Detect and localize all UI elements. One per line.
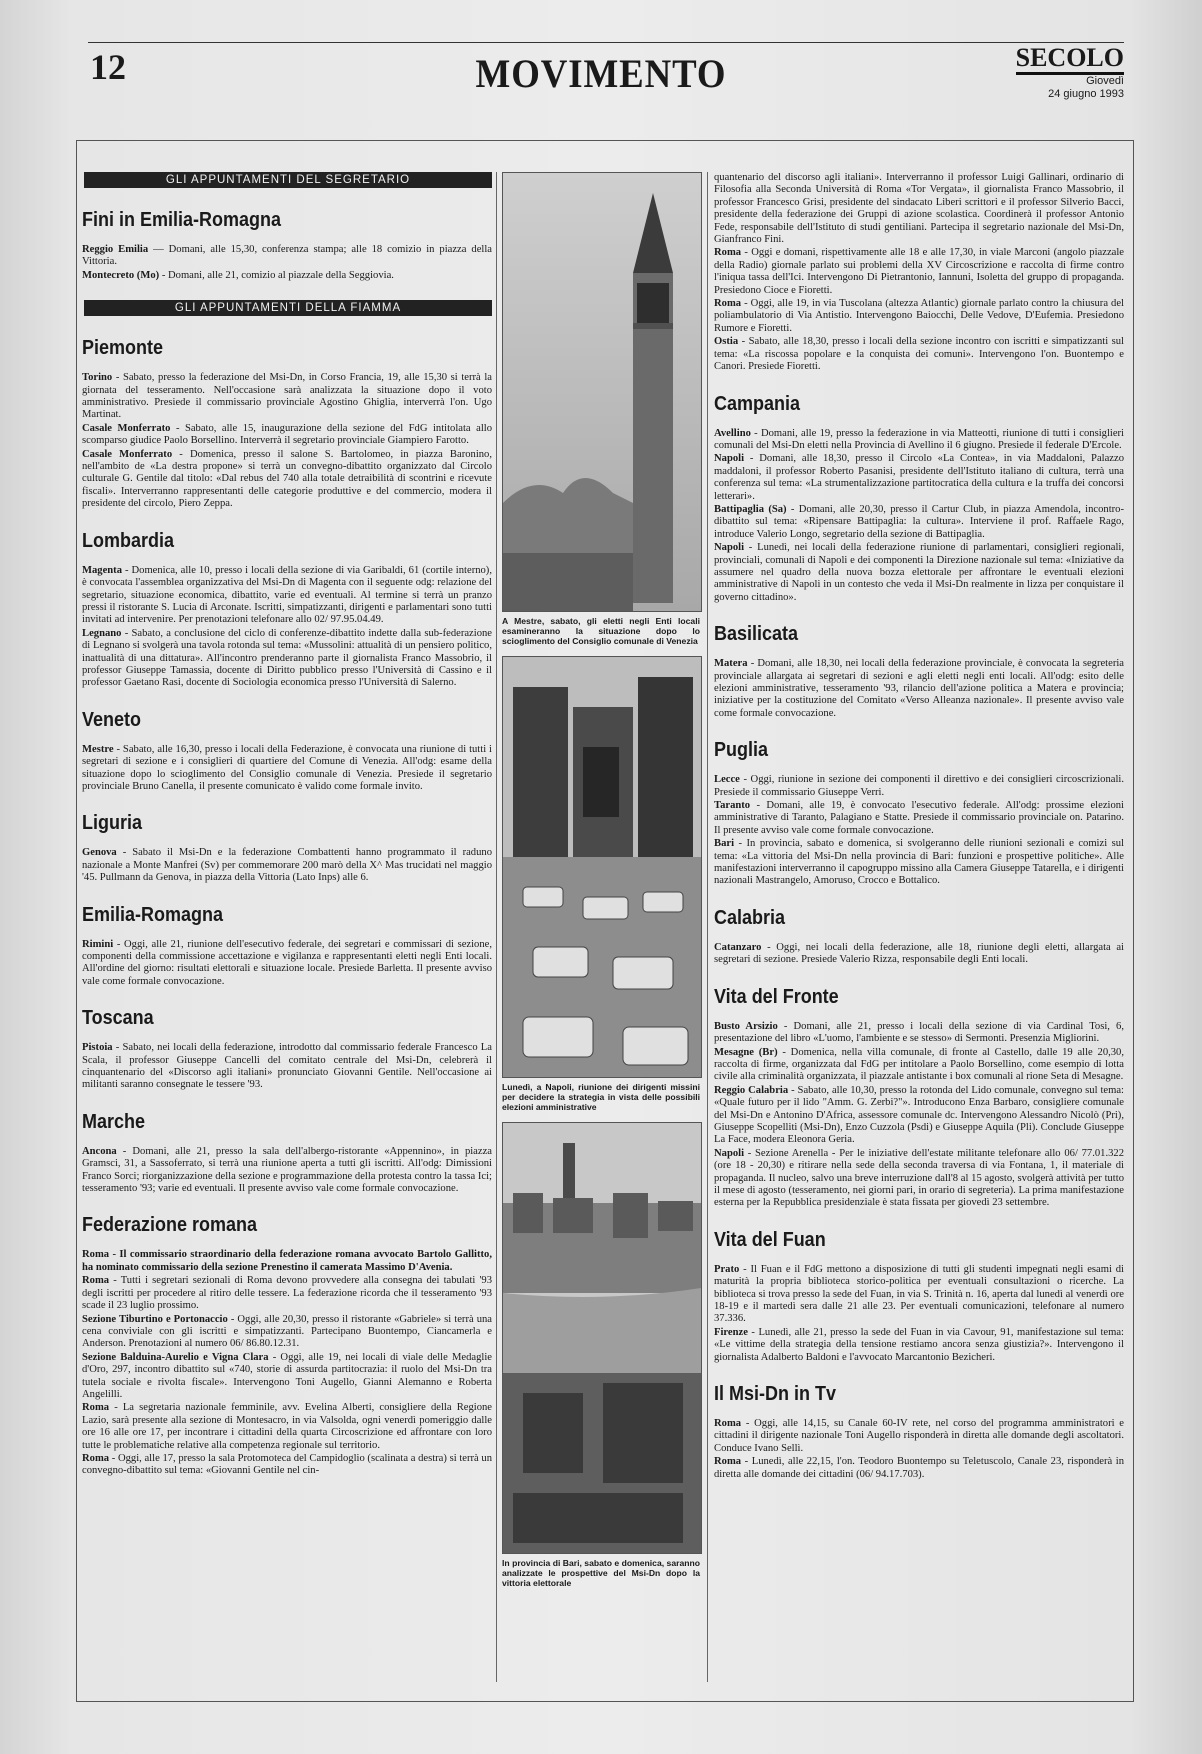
notice-paragraph [82,372,492,422]
section-block [82,208,492,282]
notice-location: Montecreto (Mo) [82,269,160,281]
notice-text: - Sabato, alle 16,30, presso i locali della Federazione, è convocata una riunione di tutti i segretari di sezione e i consiglieri di quartiere del Comune di Venezia. All'odg: esame della situazione dopo lo scioglimento del Consiglio comunale di Venezia. Presiede il segretario provinciale Bruno Canella, il presente comunicato è valido come formale invito. [82,743,492,792]
notice-paragraph [714,428,1124,453]
notice-location: Roma [714,247,742,259]
notice-location: Roma [714,298,742,310]
section-block [82,1006,492,1092]
column-photos [502,172,700,1598]
notice-paragraph [714,658,1124,720]
notice-text: - Sabato, presso la federazione del Msi-Dn, in Corso Francia, 19, alle 15,30 si terrà la giornata del tesseramento. Nell'occasione sarà analizzata la situazione dopo il voto amministrativo. Presiede il commissario provinciale Agostino Ghiglia, interverrà l'on. Ugo Martinat. [82,372,492,421]
section-block [714,172,1124,374]
notice-paragraph [82,449,492,511]
notice-location: Pistoia [82,1042,113,1054]
notice-text: - Domenica, nella villa comunale, di fronte al Castello, dalle 19 alle 20,30, raccolta di firme, organizzata dal FdG per intitolare a Paolo Borsellino, come esempio di lotta civile alla criminalità organizzata, il piazzale antistante i box comunali al rione Seta di Mesagne. [714,1046,1125,1083]
notice-paragraph [82,1402,492,1452]
masthead-name: SECOLO [1016,44,1124,75]
notice-paragraph [82,939,492,989]
notice-text: - Sezione Arenella - Per le iniziative dell'estate militante telefonare allo 06/ 77.01.322 (ore 18 - 20,30) e ritirare nella sede della seconda traversa di via Fontana, 1, il materiale di propaganda. Il nucleo, salvo una breve interruzione dall'8 al 15 agosto, svolgerà attività per tutto il mese di agosto (tesseramento, nei giorni pari, in orario di segreteria). La prima manifestazione esterna per la Repubblica presidenziale è stata fissata per giovedì 23 settembre. [714,1147,1124,1209]
notice-location: Roma [82,1402,110,1414]
photo-caption: In provincia di Bari, sabato e domenica, saranno analizzate le prospettive del Msi-Dn dopo la vittoria elettorale [502,1558,700,1588]
notice-location: Reggio Calabria [714,1084,789,1096]
notice-paragraph [714,1047,1124,1084]
column-rule [707,172,708,1682]
notice-text: - Domenica, presso il salone S. Bartolomeo, in piazza Baronino, nell'ambito de «La destra propone» si terrà un convegno-dibattito organizzato dal Circolo culturale G. Gentile dal titolo: «Dal rebus del 740 alla totale detraibilità di scontrini e ricevute fiscali». Interverranno rappresentanti delle categorie produttive e del commercio, modera il presidente del circolo, Piero Zeppa. [82,448,493,510]
notice-paragraph [714,298,1124,335]
photo-venice-image [503,173,701,611]
section-block [714,738,1124,888]
notice-location: Casale Monferrato [82,448,173,460]
masthead-date: 24 giugno 1993 [1048,88,1124,100]
notice-location: Roma [82,1275,110,1287]
notice-paragraph [82,1042,492,1092]
notice-location: Reggio Emilia [82,244,149,255]
notice-location: Sezione Balduina-Aurelio e Vigna Clara [82,1351,269,1363]
notice-location: Ostia [714,336,739,348]
notice-text: - Sabato, alle 10,30, presso la rotonda del Lido comunale, convegno sul tema: «Quale futuro per il lido "Amm. G. Zerbi?"». Introducono Enza Barbaro, consigliere comunale del Msi-Dn e Antonino D'Africa, assessore comunale dc. Intervengono Alessandro Nicolò (Pri), Giuseppe Scopelliti (Msi-Dn), Enzo Cuzzola (Psdi) e Giuseppe Aquila (Pli). Conclude Giuseppe La Face, modera Eleonora Geria. [714,1084,1125,1146]
notice-paragraph [714,1418,1124,1455]
notice-paragraph [714,172,1124,246]
section-block [714,1382,1124,1481]
section-heading: Veneto [82,708,142,731]
notice-location: Sezione Tiburtino e Portonaccio [82,1313,228,1325]
notice-text: - Oggi, alle 21, riunione dell'esecutivo federale, dei segretari e commissari di sezione, componenti della commissione accettazione e vigilanza e rappresentanti eletti negli Enti locali. All'ordine del giorno: risultati elettorali e situazione locale. Presiede Barletta. Il presente avviso vale come formale convocazione. [82,938,492,987]
notice-text: - Domani, alle 21, comizio al piazzale della Seggiovia. [159,269,394,281]
section-block [714,985,1124,1210]
notice-paragraph [82,270,492,282]
section-heading: Basilicata [714,623,799,646]
section-heading: Marche [82,1110,146,1133]
section-heading: Il Msi-Dn in Tv [714,1383,837,1406]
section-block [82,1110,492,1196]
notice-paragraph [82,1453,492,1478]
notice-paragraph [714,942,1124,967]
notice-paragraph [82,744,492,794]
section-heading: Toscana [82,1007,154,1030]
notice-text: - Il Fuan e il FdG mettono a disposizione di tutti gli studenti impegnati negli esami di maturità la propria biblioteca storico-politica per eventuali consultazioni o ricerche. La biblioteca si trova presso la sede del Fuan, in via S. Trinità n. 16, aperta dal lunedì al venerdì ore 18-19 e il martedì sera dalle 21 alle 23. Per eventuali comunicazioni, telefonare al numero 37.336. [714,1263,1124,1325]
notice-text: - Domani, alle 19, presso la federazione in via Matteotti, riunione di tutti i consiglieri comunali del Msi-Dn eletti nella Provincia di Avellino il 6 giugno. Presiede il federale D'Ercole. [714,427,1124,451]
banner-fiamma: GLI APPUNTAMENTI DELLA FIAMMA [84,300,492,316]
section-block [82,811,492,884]
notice-paragraph [82,565,492,627]
section-heading: Vita del Fuan [714,1228,826,1251]
notice-text: - Lunedì, alle 21, presso la sede del Fuan in via Cavour, 91, manifestazione sul tema: «Le vittime della strategia della tensione restiamo ancora senza giustizia?». Intervengono il giornalista Adalberto Baldoni e l'avvocato Marcantonio Bezicheri. [714,1326,1124,1363]
photo-caption: Lunedì, a Napoli, riunione dei dirigenti missini per decidere la strategia in vista delle possibili elezioni amministrative [502,1082,700,1112]
notice-paragraph [82,628,492,690]
section-heading: Liguria [82,812,143,835]
notice-text: - Oggi, alle 20,30, presso il ristorante «Gabriele» si terrà una cena conviviale con gli iscritti e simpatizzanti. Partecipano Buontempo, Ciancamerla e Anderson. Prenotazioni al numero 06/ 86.80.12.31. [82,1313,492,1350]
section-title: MOVIMENTO [475,51,727,96]
notice-text: - Domani, alle 18,30, presso il Circolo «La Contea», in via Maddaloni, Palazzo maddaloni, il professor Roberto Pasanisi, presidente dell'Istituto italiano di cultura, terrà una conferenza sul tema: «La strumentalizzazione partitocratica della cultura e la truffa dei concorsi letterari». [714,453,1124,502]
notice-location: Ancona [82,1145,117,1157]
notice-paragraph [82,1249,492,1274]
notice-text: quantenario del discorso agli italiani». Interverranno il professor Luigi Gallinari, ordinario di Filosofia alla Seconda Università di Roma «Tor Vergata», il giornalista Franco Massobrio, il professor Francesco Grisi, presidente del sindacato Liberi scrittori e il professor Silverio Bacci, presidente della federazione dei Gruppi di azione scolastica. Coordinerà il professor Antonio Fede, responsabile dell'Istituto di studi gentiliani. Partecipa il segretario nazionale del Msi-Dn, Gianfranco Fini. [714,172,1124,246]
notice-text: - Domani, alle 18,30, nei locali della federazione provinciale, è convocata la segreteria provinciale allargata ai segretari di sezioni e agli eletti negli enti locali. All'odg: esito delle elezioni amministrative, tesseramento '93, rilancio dell'azione politica a Matera e provincia; iniziative per la costituzione del Comitato «Verso Alleanza nazionale». Il presente avviso vale come formale convocazione. [714,658,1124,719]
notice-location: Torino [82,372,113,384]
header-rule [88,42,1124,43]
notice-location: Matera [714,658,748,670]
notice-text: - Domani, alle 19, è convocato l'esecutivo federale. All'odg: prossime elezioni amministrative di Taranto, Palagiano e Statte. Presiede il commissario provinciale on. Patarino. Il presente avviso vale come formale convocazione. [714,800,1124,836]
photo-bari-image [503,1123,701,1553]
notice-text: - Oggi e domani, rispettivamente alle 18 e alle 17,30, in viale Marconi (angolo piazzale della Radio) giornale parlato sui problemi della XV Circoscrizione e raccolta di firme contro l'iniqua tassa dell'Ici. Intervengono Di Pietrantonio, Iannuni, Isoletta del gruppo di propaganda. Presiedono Cioce e Fioretti. [714,247,1124,296]
notice-paragraph [82,1314,492,1351]
photo-naples [502,656,702,1078]
notice-paragraph [714,453,1124,503]
notice-location: Avellino [714,427,751,439]
page-number: 12 [90,47,126,87]
notice-paragraph [714,1456,1124,1481]
section-block [714,622,1124,720]
section-heading: Vita del Fronte [714,985,839,1008]
photo-venice [502,172,702,612]
section-heading: Campania [714,392,801,415]
notice-paragraph [82,244,492,269]
col1-sections-a [82,208,492,282]
notice-paragraph [82,1352,492,1402]
section-heading: Lombardia [82,529,175,552]
notice-text: - Tutti i segretari sezionali di Roma devono provvedere alla consegna dei tabulati '93 degli iscritti per procedere al ritiro delle tessere. La federazione ricorda che il tesseramento '93 scade il 23 luglio prossimo. [82,1275,492,1312]
section-heading: Emilia-Romagna [82,903,224,926]
notice-location: Magenta [82,564,123,576]
notice-text: - Sabato il Msi-Dn e la federazione Combattenti hanno programmato il raduno nazionale a Monte Manfrei (Sv) per commemorare 200 marò della X^ Mas trucidati nel maggio '45. Pullmann da Genova, in piazza della Vittoria (Lato Inps) alle 6. [82,847,492,884]
notice-paragraph [714,1264,1124,1326]
notice-paragraph [714,336,1124,373]
section-block [82,903,492,989]
notice-paragraph [714,504,1124,541]
notice-text: - Lunedì, alle 22,15, l'on. Teodoro Buontempo su Teletuscolo, Canale 23, risponderà in diretta alle domande dei cittadini (06/ 94.17.703). [714,1456,1124,1480]
notice-paragraph [82,847,492,884]
notice-text: - Sabato, nei locali della federazione, introdotto dal commissario federale Francesco La Scala, il professor Giuseppe Cancelli del comitato centrale del Msi-Dn, celebrerà il cinquantenario del «Discorso agli italiani» pronunciato Giovanni Gentile. Nell'occasione ai militanti saranno consegnate le tessere '93. [82,1042,492,1091]
notice-location: Roma [714,1418,742,1430]
notice-paragraph [714,774,1124,799]
section-heading: Calabria [714,906,786,929]
notice-location: Battipaglia (Sa) [714,503,787,515]
notice-text: - Oggi, riunione in sezione dei componenti il direttivo e dei consiglieri circoscrizionali. Presiede il commissario Giuseppe Verri. [714,774,1124,798]
notice-text: - Oggi, alle 19, nei locali di viale delle Medaglie d'Oro, 297, incontro dibattito sul «740, storie di assurda partitocrazia: il ruolo del Msi-Dn tra tutela sociale e rivolta fiscale». Intervengono Toni Augello, Gianni Alemanno e Roberta Angelilli. [82,1351,492,1400]
notice-location: Roma [714,1456,742,1468]
photo-bari [502,1122,702,1554]
section-block [82,1213,492,1477]
section-heading: Puglia [714,739,769,762]
notice-text: - Oggi, alle 14,15, su Canale 60-IV rete, nel corso del programma amministratori e cittadini il dirigente nazionale Toni Augello risponderà in diretta alle domande degli ascoltatori. Conduce Ivano Sellì. [714,1418,1124,1454]
notice-text: - Domenica, alle 10, presso i locali della sezione di via Garibaldi, 61 (cortile interno), è convocata l'assemblea organizzativa del Msi-Dn di Magenta con il seguente odg: relazione del segretario, situazione economica, dibattito, varie ed eventuali. Al termine si terrà un pranzo pressi il ristorante S. Lucia di Arconate. Iscritti, simpatizzanti, dirigenti e parlamentari sono tutti invitati ad intervenire. Per prenotazioni telefonare allo 02/ 97.95.04.49. [82,564,492,626]
notice-paragraph [82,1146,492,1196]
masthead [1016,44,1124,101]
notice-location: Mesagne (Br) [714,1046,778,1058]
masthead-day: Giovedì [1086,75,1124,87]
notice-paragraph [714,800,1124,837]
notice-location: Prato [714,1263,740,1275]
notice-location: Mestre [82,743,114,755]
notice-location: Roma - Il commissario straordinario della federazione romana avvocato Bartolo Gallitto, ha nominato commissario della sezione Prenestino il camerata Massimo D'Avenia. [82,1249,492,1273]
notice-location: Firenze [714,1326,748,1338]
notice-location: Busto Arsizio [714,1020,778,1032]
col3-sections [714,172,1124,1481]
notice-location: Roma [82,1452,110,1464]
section-block [82,336,492,510]
section-block [714,1228,1124,1364]
notice-paragraph [714,1327,1124,1364]
notice-text: - Sabato, a conclusione del ciclo di conferenze-dibattito indette dalla sub-federazione di Legnano si svolgerà una tavola rotonda sul tema: «Mussolini: attualità di un pensiero politico, inattualità di una dittatura». All'incontro prenderanno parte il giornalista Franco Massobrio, il professor Giuseppe Tamassia, docente di Diritto pubblico presso l'Università di Cassino e il professor Gaetano Rasi, docente di Sociologia economica presso l'Università di Salerno. [82,627,492,689]
column-left [82,172,492,1484]
section-heading: Federazione romana [82,1214,258,1237]
notice-location: Napoli [714,1147,745,1159]
column-rule [496,172,497,1682]
notice-location: Napoli [714,542,745,554]
notice-paragraph [714,1148,1124,1210]
notice-text: - Domani, alle 21, presso i locali della sezione di via Cardinal Tosi, 6, presentazione del libro «L'uomo, l'ambiente e se stesso» di Sermonti. Presenzia Migliorini. [714,1020,1124,1045]
notice-text: - Domani, alle 20,30, presso il Cartur Club, in piazza Amendola, incontro-dibattito sul tema: «Ripensare Battipaglia: la cultura». Interviene il prof. Raffaele Rago, introduce Valerio Longo, segretario della sezione di Battipaglia. [714,503,1124,540]
notice-location: Lecce [714,774,740,786]
section-heading: Fini in Emilia-Romagna [82,209,282,231]
notice-location: Genova [82,847,117,859]
notice-text: - Domani, alle 21, presso la sala dell'albergo-ristorante «Appennino», in piazza Gramsci, 31, a Sassoferrato, si terrà una riunione aperta a tutti gli iscritti. All'odg: Dimissioni Franco Sorci; riorganizzazione della sezione e programmazione della protesta contro la tassa Ici; tesseramento '93; varie ed eventuali. Il presente avviso vale come formale convocazione. [82,1145,492,1195]
notice-location: Taranto [714,800,751,812]
notice-text: - Oggi, alle 19, in via Tuscolana (altezza Atlantic) giornale parlato contro la chiusura del poliambulatorio di Via Antistio. Intervengono Baiocchi, Delle Vedove, D'Eufemia. Presiedono Rumore e Fioretti. [714,298,1124,334]
section-block [82,708,492,794]
notice-paragraph [714,838,1124,888]
notice-text: - In provincia, sabato e domenica, si svolgeranno delle riunioni sezionali e comizi sul tema: «La vittoria del Msi-Dn nella provincia di Bari: funzioni e prospettive politiche». Alle manifestazioni interverranno il capogruppo missino alla Camera Giuseppe Tatarella, e i dirigenti nazionali Mastrangelo, Amoruso, Crocco e Bottalico. [714,838,1124,887]
section-block [714,392,1124,605]
notice-location: Rimini [82,938,114,950]
column-right [714,172,1124,1487]
notice-text: — Domani, alle 15,30, conferenza stampa; alle 18 comizio in piazza della Vittoria. [82,244,492,268]
notice-text: - La segretaria nazionale femminile, avv. Evelina Alberti, consigliere della Regione Lazio, sarà presente alla sezione di Montesacro, in via Valsolda, ogni venerdì pomeriggio dalle ore 16 alle ore 17, per incontrare i cittadini della quarta Circoscrizione ed affrontare con loro tutte le problematiche relative alla competenza regionale sul territorio. [82,1402,492,1451]
section-block [714,906,1124,967]
notice-text: - Sabato, alle 18,30, presso i locali della sezione incontro con iscritti e simpatizzanti sul tema: «La riscossa popolare e la conquista dei comuni». Intervengono l'on. Buontempo e Canori. Presiede Fioretti. [714,336,1124,373]
notice-text: - Oggi, alle 17, presso la sala Protomoteca del Campidoglio (scalinata a destra) si terrà un convegno-dibattito sul tema: «Giovanni Gentile nel cin- [82,1452,492,1477]
section-heading: Piemonte [82,337,164,360]
notice-paragraph [714,1021,1124,1046]
notice-paragraph [714,247,1124,297]
col1-sections-b [82,336,492,1478]
notice-text: - Oggi, nei locali della federazione, alle 18, riunione degli eletti, allargata ai segretari di sezione. Presiede Valerio Rizza, responsabile degli Enti locali. [714,941,1124,966]
photo-naples-image [503,657,701,1077]
banner-segretario: GLI APPUNTAMENTI DEL SEGRETARIO [84,172,492,188]
notice-text: - Sabato, alle 15, inaugurazione della sezione del FdG intitolata allo scomparso giudice Paolo Borsellino. Interverrà il segretario provinciale Giampiero Farotto. [82,422,493,447]
section-block [82,529,492,690]
notice-paragraph [714,1085,1124,1147]
notice-paragraph [82,1275,492,1312]
notice-location: Casale Monferrato [82,422,171,434]
photo-caption: A Mestre, sabato, gli eletti negli Enti locali esamineranno la situazione dopo lo scioglimento del Consiglio comunale di Venezia [502,616,700,646]
notice-paragraph [714,542,1124,604]
notice-location: Napoli [714,453,745,465]
notice-location: Legnano [82,627,122,639]
notice-location: Bari [714,838,735,850]
notice-text: - Lunedì, nei locali della federazione riunione di parlamentari, consiglieri regionali, provinciali, comunali di Napoli e dei componenti la Direzione nazionale sul tema: «Iniziative da assumere nel quadro della nuova bozza elettorale per affrontare le eventuali elezioni amministrative di Napoli in un contesto che veda il Msi-Dn realmente in lizza per conquistare il governo cittadino». [714,542,1124,603]
notice-paragraph [82,423,492,448]
notice-location: Catanzaro [714,941,762,953]
